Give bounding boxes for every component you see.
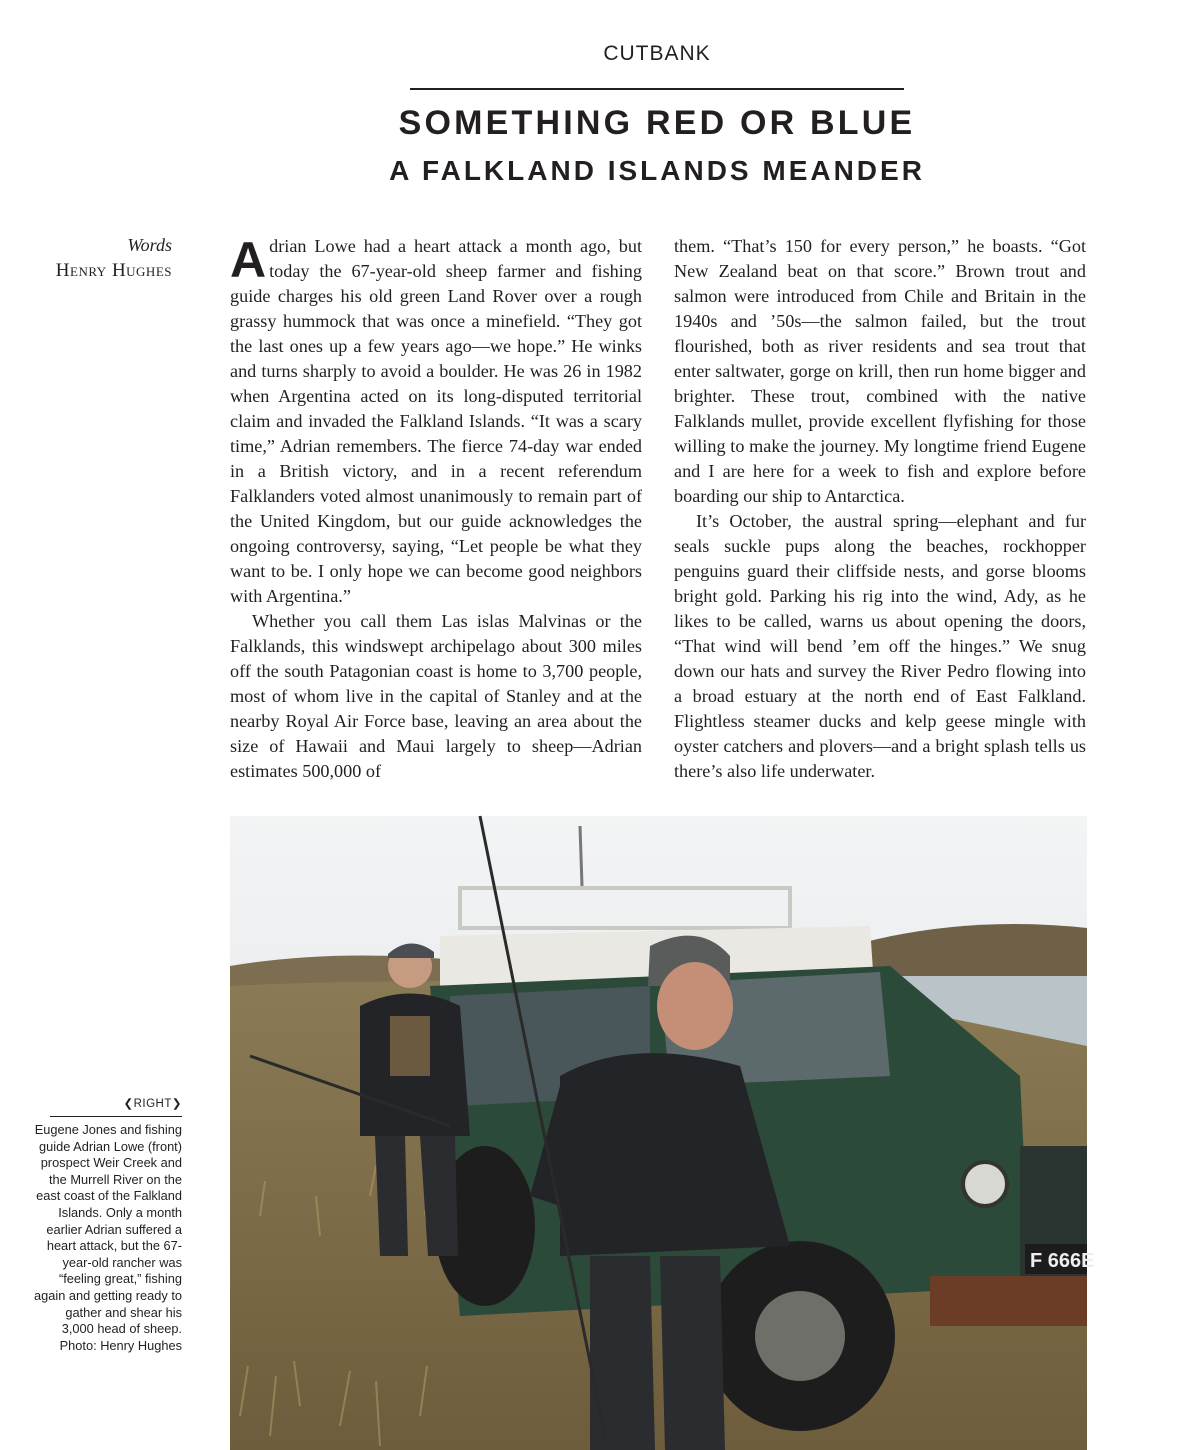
article-column-left — [230, 234, 642, 784]
article-paragraph: them. “That’s 150 for every person,” he boasts. “Got New Zealand beat on that score.” Brown trout and salmon were introduced from Chile and Britain in the 1940s and ’50s—the salmon failed, but the trout flourished, both as river residents and sea trout that enter saltwater, gorge on krill, then run home bigger and brighter. These trout, combined with the native Falklands mullet, provide excellent flyfishing for those willing to make the journey. My longtime friend Eugene and I are here for a week to fish and explore before boarding our ship to Antarctica. — [674, 236, 1086, 506]
article-paragraph: Whether you call them Las islas Malvinas or the Falklands, this windswept archipelago about 300 miles off the south Patagonian coast is home to 3,700 people, most of whom live in the capital of Stanley and at the nearby Royal Air Force base, leaving an area about the size of Hawaii and Maui largely to sheep—Adrian estimates 500,000 of — [230, 611, 642, 781]
caption-divider — [50, 1116, 182, 1117]
section-divider — [410, 88, 904, 90]
paragraph-text: drian Lowe had a heart attack a month ago, but today the 67-year-old sheep farmer and fishing guide charges his old green Land Rover over a rough grassy hummock that was once a minefield. “They got the last ones up a few years ago—we hope.” He winks and turns sharply to avoid a boulder. He was 26 in 1982 when Argentina acted on its long-disputed territorial claim and invaded the Falkland Islands. “It was a scary time,” Adrian remembers. The fierce 74-day war ended in a British victory, and in a recent referendum Falklanders voted almost unanimously to remain part of the United Kingdom, but our guide acknowledges the ongoing controversy, saying, “Let people be what they want to be. I only hope we can become good neighbors with Argentina.” — [230, 236, 642, 606]
article-column-right — [674, 234, 1086, 784]
drop-cap: A — [230, 232, 267, 288]
photo-caption: Eugene Jones and fishing guide Adrian Lowe (front) prospect Weir Creek and the Murrell River on the east coast of the Falkland Islands. Only a month earlier Adrian suffered a heart attack, but the 67-year-old rancher was “feeling great,” fishing again and getting ready to gather and shear his 3,000 head of sheep. Photo: Henry Hughes — [34, 1122, 182, 1353]
article-subtitle: A FALKLAND ISLANDS MEANDER — [389, 155, 925, 186]
photo-illustration — [230, 816, 1095, 1450]
article-title: SOMETHING RED OR BLUE — [398, 104, 916, 142]
article-paragraph — [230, 234, 642, 609]
antenna — [580, 826, 582, 886]
byline-author: Henry Hughes — [55, 260, 172, 281]
plate-text: F 666E — [1030, 1250, 1095, 1272]
bumper — [930, 1276, 1087, 1326]
wheel-hub — [755, 1291, 845, 1381]
section-label: CUTBANK — [603, 42, 711, 65]
article-photo — [230, 816, 1095, 1450]
headlight — [963, 1162, 1007, 1206]
byline-label: Words — [127, 235, 172, 255]
caption-tag: ❮RIGHT❯ — [123, 1098, 182, 1110]
article-paragraph: It’s October, the austral spring—elephant and fur seals suckle pups along the beaches, rockhopper penguins guard their cliffside nests, and gorse blooms bright gold. Parking his rig into the wind, Ady, as he likes to be called, warns us about opening the doors, “That wind will bend ’em off the hinges.” We snug down our hats and survey the River Pedro flowing into a broad estuary at the north end of East Falkland. Flightless steamer ducks and kelp geese mingle with oyster catchers and plovers—and a bright splash tells us there’s also life underwater. — [674, 511, 1086, 781]
